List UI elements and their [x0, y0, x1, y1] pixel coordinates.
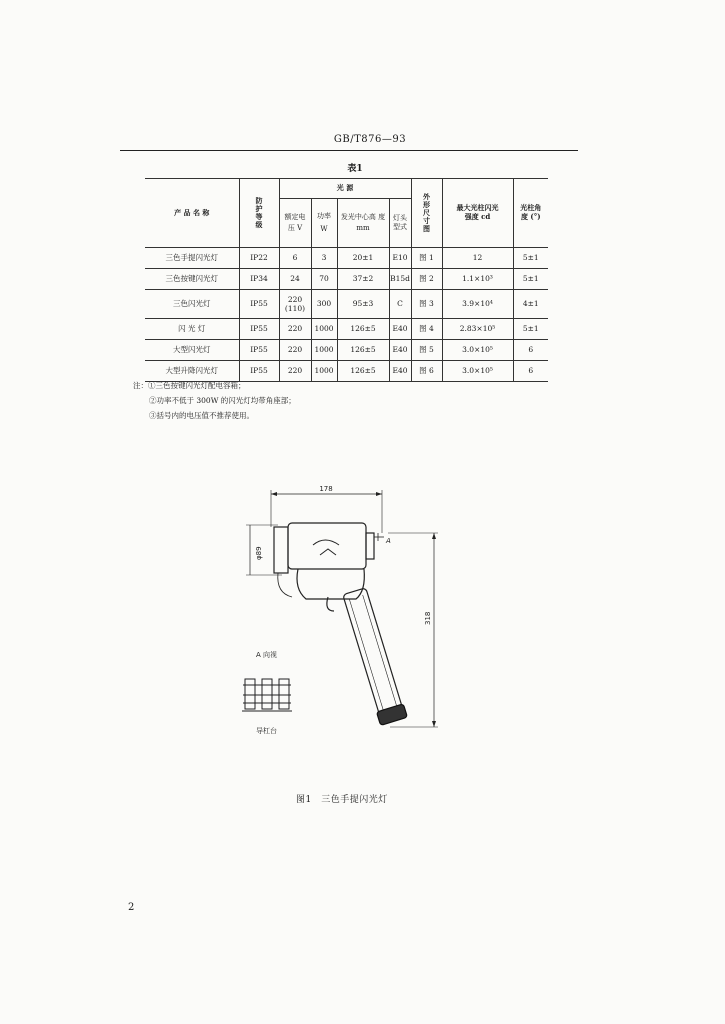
cell-intensity: 3.0×10⁵ — [442, 361, 513, 382]
cell-voltage: 6 — [279, 248, 311, 269]
cell-intensity: 1.1×10³ — [442, 269, 513, 290]
table-row — [145, 319, 548, 340]
cell-power: 1000 — [311, 340, 337, 361]
cell-angle: 6 — [513, 361, 548, 382]
cell-power: 1000 — [311, 319, 337, 340]
header-luminous-height: 发光中心高 度 mm — [337, 199, 389, 248]
table-row — [145, 269, 548, 290]
cell-name: 三色按键闪光灯 — [145, 269, 239, 290]
cell-ip: IP22 — [239, 248, 279, 269]
cell-cap: E40 — [389, 319, 411, 340]
header-rule — [120, 150, 578, 151]
height-dim-text: 318 — [424, 611, 432, 625]
figure-caption: 图1 三色手提闪光灯 — [296, 795, 388, 805]
cell-angle: 5±1 — [513, 319, 548, 340]
lamp-housing — [288, 523, 366, 569]
section-arrow-label: A — [386, 537, 391, 545]
table-row — [145, 340, 548, 361]
page-number: 2 — [128, 902, 135, 913]
cell-intensity: 3.9×10⁴ — [442, 290, 513, 319]
diameter-dim-text: φ89 — [255, 546, 263, 560]
cell-figure: 图 4 — [411, 319, 442, 340]
cell-name: 大型闪光灯 — [145, 340, 239, 361]
cell-voltage — [279, 290, 311, 319]
cell-angle: 5±1 — [513, 269, 548, 290]
handle — [341, 587, 408, 725]
header-rated-voltage: 额定电压 V — [279, 199, 311, 248]
cell-intensity: 12 — [442, 248, 513, 269]
guide-post-view — [242, 679, 292, 711]
cell-voltage: 24 — [279, 269, 311, 290]
cell-name: 三色闪光灯 — [145, 290, 239, 319]
cell-voltage: 220 — [279, 361, 311, 382]
header-max-intensity: 最大光柱闪光强度 cd — [442, 179, 513, 248]
filament — [320, 549, 336, 555]
cell-figure: 图 6 — [411, 361, 442, 382]
cell-power: 70 — [311, 269, 337, 290]
cell-intensity: 2.83×10⁵ — [442, 319, 513, 340]
cell-ip: IP55 — [239, 361, 279, 382]
switch-box — [366, 533, 374, 559]
voltage-main: 220 — [287, 294, 303, 304]
table-notes — [133, 378, 296, 423]
cell-ip: IP34 — [239, 269, 279, 290]
cell-cap: E40 — [389, 361, 411, 382]
header-light-source: 光 源 — [279, 179, 411, 199]
cell-height: 126±5 — [337, 361, 389, 382]
cell-height: 20±1 — [337, 248, 389, 269]
cell-cap: E40 — [389, 340, 411, 361]
part-label: 导杠台 — [256, 727, 277, 735]
note-line — [133, 378, 296, 393]
cell-voltage: 220 — [279, 340, 311, 361]
lamp-drawing — [238, 485, 448, 745]
note-item: ③括号内的电压值不推荐使用。 — [149, 411, 254, 420]
header-power: 功率 W — [311, 199, 337, 248]
notes-label: 注： — [133, 381, 148, 390]
cell-name: 大型升降闪光灯 — [145, 361, 239, 382]
cell-figure: 图 3 — [411, 290, 442, 319]
cell-name: 闪 光 灯 — [145, 319, 239, 340]
cell-ip: IP55 — [239, 319, 279, 340]
header-product-name: 产 品 名 称 — [145, 179, 239, 248]
lens-ring — [274, 527, 288, 573]
note-item: ①三色按键闪光灯配电容箱； — [148, 381, 246, 390]
cell-cap: B15d — [389, 269, 411, 290]
cell-figure: 图 5 — [411, 340, 442, 361]
cell-angle: 6 — [513, 340, 548, 361]
cell-ip: IP55 — [239, 340, 279, 361]
width-dim-text: 178 — [319, 485, 333, 493]
hook-line — [278, 573, 292, 597]
note-item: ②功率不低于 300W 的闪光灯均带角座部； — [149, 396, 296, 405]
voltage-extra: (110) — [284, 304, 306, 313]
cell-angle: 5±1 — [513, 248, 548, 269]
table-title: 表1 — [347, 164, 363, 174]
cell-cap: E10 — [389, 248, 411, 269]
cell-name: 三色手提闪光灯 — [145, 248, 239, 269]
cell-figure: 图 2 — [411, 269, 442, 290]
header-beam-angle: 光柱角度 (°) — [513, 179, 548, 248]
header-cap-type: 灯头型式 — [389, 199, 411, 248]
cell-power: 1000 — [311, 361, 337, 382]
cell-cap: C — [389, 290, 411, 319]
header-dimension-figure: 外形尺寸图 — [411, 179, 442, 248]
reflector-curve — [313, 540, 339, 545]
standard-code: GB/T876—93 — [333, 134, 407, 145]
cell-angle: 4±1 — [513, 290, 548, 319]
spec-table — [145, 178, 548, 382]
cell-height: 126±5 — [337, 319, 389, 340]
cell-voltage: 220 — [279, 319, 311, 340]
cell-ip: IP55 — [239, 290, 279, 319]
cell-figure: 图 1 — [411, 248, 442, 269]
cell-power: 300 — [311, 290, 337, 319]
header-protection-level: 防护等级 — [239, 179, 279, 248]
cell-height: 95±3 — [337, 290, 389, 319]
cell-height: 37±2 — [337, 269, 389, 290]
lamp-lower-body — [297, 569, 364, 599]
table-row — [145, 248, 548, 269]
cell-height: 126±5 — [337, 340, 389, 361]
cell-intensity: 3.0×10⁵ — [442, 340, 513, 361]
table-row — [145, 290, 548, 319]
view-label: A 向视 — [256, 651, 278, 659]
cell-power: 3 — [311, 248, 337, 269]
